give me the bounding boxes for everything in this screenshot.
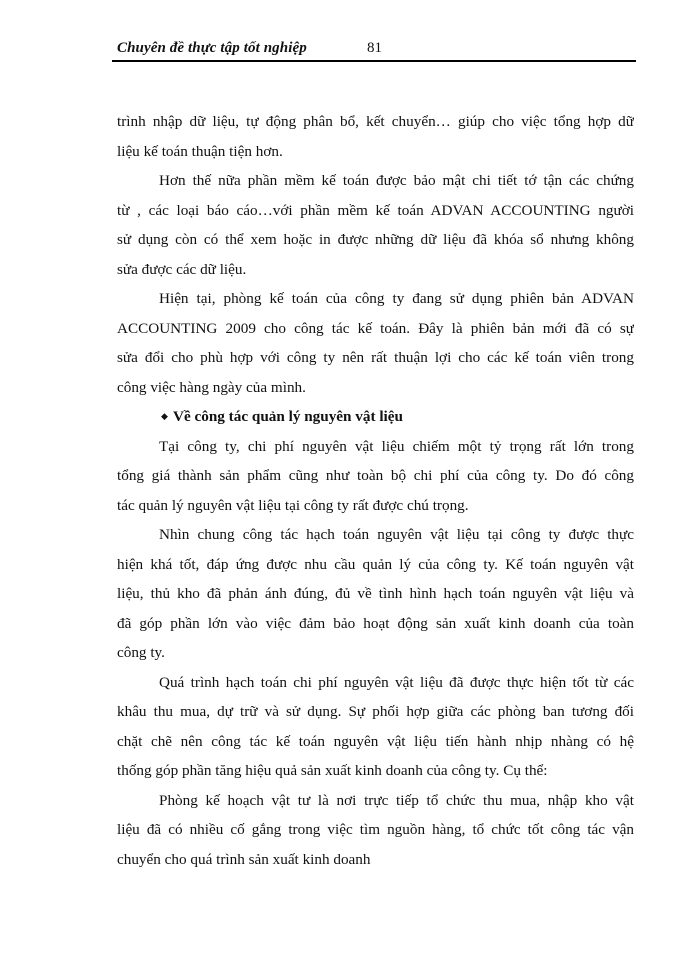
text-line: công việc hàng ngày của mình. bbox=[117, 378, 306, 396]
text-line: hiện khá tốt, đáp ứng được nhu cầu quản lý của công ty. Kế toán nguyên vật bbox=[117, 555, 634, 573]
text-line: liệu, thủ kho đã phản ánh đúng, đủ về tình hình hạch toán nguyên vật liệu và bbox=[117, 585, 634, 602]
text-line: Hiện tại, phòng kế toán của công ty đang sử dụng phiên bản ADVAN bbox=[159, 290, 634, 307]
text-line: chặt chẽ nên công tác kế toán nguyên vật liệu tiến hành nhịp nhàng có hệ bbox=[117, 732, 634, 750]
text-line: Nhìn chung công tác hạch toán nguyên vật liệu tại công ty được thực bbox=[159, 526, 634, 543]
text-line: trình nhập dữ liệu, tự động phân bổ, kết chuyển… giúp cho việc tổng hợp dữ bbox=[117, 113, 634, 130]
document-body bbox=[117, 107, 634, 874]
text-line: Phòng kế hoạch vật tư là nơi trực tiếp tổ chức thu mua, nhập kho vật bbox=[159, 791, 634, 809]
text-line: ACCOUNTING 2009 cho công tác kế toán. Đây là phiên bản mới đã có sự bbox=[117, 319, 634, 337]
text-line: đã góp phần lớn vào việc đảm bảo hoạt động sản xuất kinh doanh của toàn bbox=[117, 614, 634, 632]
text-line: thống góp phần tăng hiệu quả sản xuất kinh doanh của công ty. Cụ thể: bbox=[117, 762, 548, 779]
text-line: Hơn thế nữa phần mềm kế toán được bảo mật chi tiết tớ tận các chứng bbox=[159, 172, 634, 189]
diamond-bullet-icon: ◆ bbox=[161, 411, 168, 421]
text-line: công ty. bbox=[117, 644, 165, 661]
text-line: liệu kế toán thuận tiện hơn. bbox=[117, 142, 283, 160]
header-rule bbox=[112, 60, 636, 62]
page-number: 81 bbox=[367, 40, 382, 56]
text-line: Tại công ty, chi phí nguyên vật liệu chiếm một tỷ trọng rất lớn trong bbox=[159, 437, 634, 455]
text-line: chuyển cho quá trình sản xuất kinh doanh bbox=[117, 850, 371, 868]
text-line: liệu đã có nhiều cố gắng trong việc tìm nguồn hàng, tổ chức tốt công tác vận bbox=[117, 821, 634, 838]
page-header bbox=[112, 38, 636, 60]
text-line: sửa được các dữ liệu. bbox=[117, 260, 247, 278]
section-heading-text: Về công tác quản lý nguyên vật liệu bbox=[173, 408, 403, 425]
text-line: tổng giá thành sản phẩm cũng như toàn bộ chi phí của công ty. Do đó công bbox=[117, 467, 634, 484]
text-line: tác quản lý nguyên vật liệu tại công ty rất được chú trọng. bbox=[117, 496, 469, 514]
text-line: khâu thu mua, dự trữ và sử dụng. Sự phối hợp giữa các phòng ban tương đối bbox=[117, 703, 634, 720]
text-line: sử dụng còn có thể xem hoặc in được những dữ liệu đã khóa sổ nhưng không bbox=[117, 231, 634, 248]
section-heading bbox=[117, 402, 634, 432]
text-line: sửa đổi cho phù hợp với công ty nên rất thuận lợi cho các kế toán viên trong bbox=[117, 349, 634, 366]
header-title: Chuyên đề thực tập tốt nghiệp bbox=[117, 40, 307, 56]
text-line: từ , các loại báo cáo…với phần mềm kế toán ADVAN ACCOUNTING người bbox=[117, 201, 634, 219]
text-line: Quá trình hạch toán chi phí nguyên vật liệu đã được thực hiện tốt từ các bbox=[159, 673, 634, 691]
